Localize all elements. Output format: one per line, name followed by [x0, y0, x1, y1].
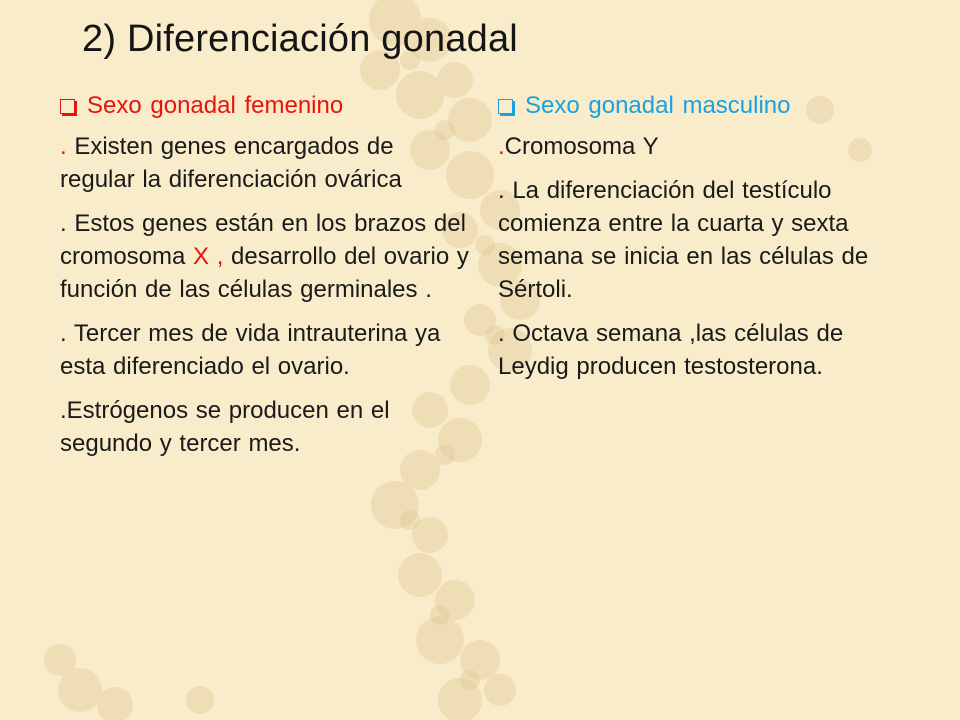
red-lead-dot: .	[498, 133, 505, 160]
red-lead-dot: .	[60, 133, 67, 160]
female-paragraph-3: . Tercer mes de vida intrauterina ya esta diferenciado el ovario.	[60, 320, 441, 380]
female-paragraph-2-after: desarrollo del ovario y función de las células germinales .	[60, 243, 469, 303]
hollow-square-bullet-icon	[498, 99, 513, 114]
male-paragraph-2: . La diferenciación del testículo comienza entre la cuarta y sexta semana se inicia en las células de Sértoli.	[498, 177, 869, 303]
female-heading-text: Sexo gonadal femenino	[87, 92, 344, 119]
hollow-square-bullet-icon	[60, 99, 75, 114]
female-column-heading	[60, 86, 470, 126]
male-paragraph-1	[498, 130, 918, 163]
male-paragraph-3: . Octava semana ,las células de Leydig producen testosterona.	[498, 320, 844, 380]
male-heading-text: Sexo gonadal masculino	[525, 92, 791, 119]
male-column-heading	[498, 86, 918, 126]
chromosome-x-highlight: X ,	[193, 243, 224, 270]
slide-title: 2) Diferenciación gonadal	[82, 18, 518, 60]
female-paragraph-1	[60, 130, 470, 196]
male-paragraph-1-text: Cromosoma Y	[504, 133, 659, 160]
male-gonadal-column	[498, 86, 918, 394]
female-paragraph-1-text: Existen genes encargados de regular la diferenciación ovárica	[60, 133, 402, 193]
female-paragraph-2	[60, 207, 470, 306]
female-gonadal-column	[60, 86, 470, 471]
female-paragraph-4: .Estrógenos se producen en el segundo y tercer mes.	[60, 397, 390, 457]
female-paragraph-2-before: . Estos genes están en los brazos del cromosoma	[60, 210, 466, 270]
